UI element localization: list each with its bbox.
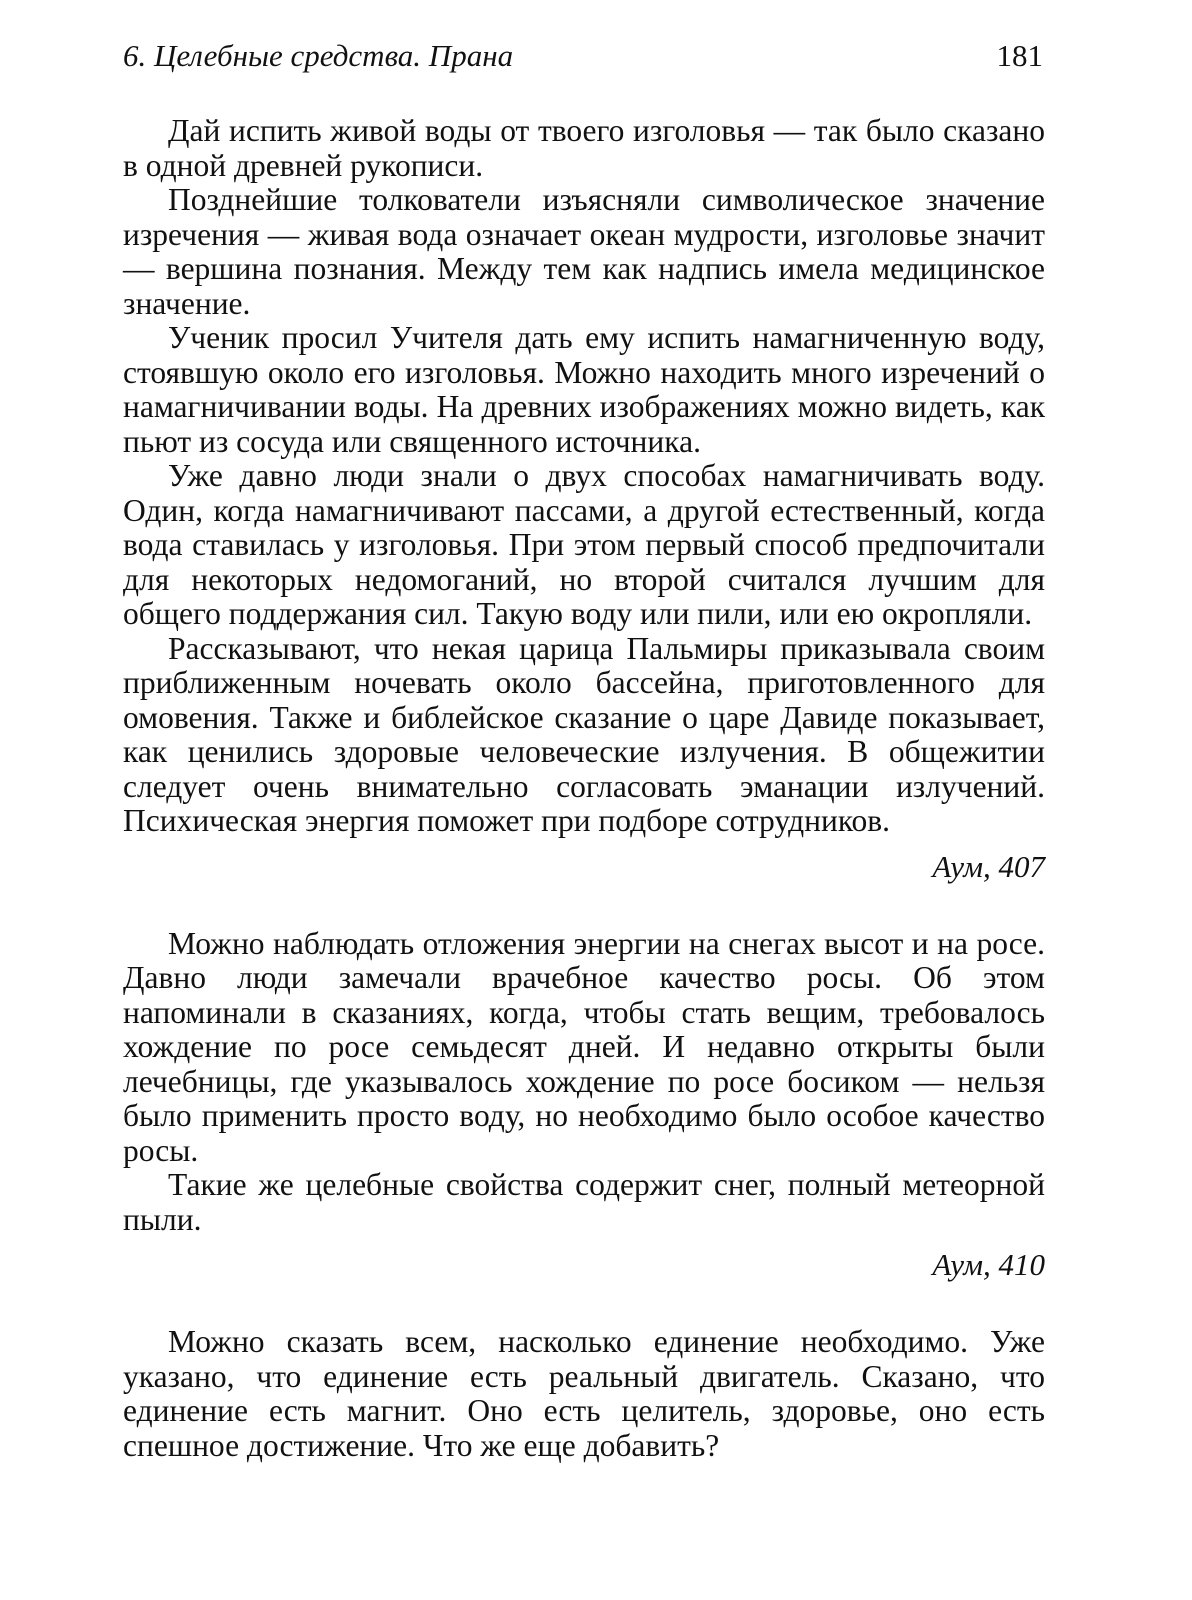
paragraph: Позднейшие толкователи изъясняли символическое значение изречения — живая вода означает океан мудрости, изголовье значит — вершина познания. Между тем как надпись имела медицинское значение. <box>123 182 1045 321</box>
section-title: 6. Целебные средства. Прана <box>123 38 514 73</box>
page-number: 181 <box>996 38 1043 73</box>
source-citation: Аум, 410 <box>932 1247 1045 1282</box>
passage-aum-407 <box>123 114 1045 885</box>
paragraph: Рассказывают, что некая царица Пальмиры приказывала своим приближенным ночевать около бассейна, приготовленного для омовения. Также и библейское сказание о царе Давиде показывает, как ценились здоровые человеческие излучения. В общежитии следует очень внимательно согласовать эманации излучений. Психическая энергия поможет при подборе сотрудников. <box>123 630 1045 838</box>
book-page <box>123 36 1045 1463</box>
paragraph: Можно сказать всем, насколько единение необходимо. Уже указано, что единение есть реальный двигатель. Сказано, что единение есть магнит. Оно есть целитель, здоровье, оно есть спешное достижение. Что же еще добавить? <box>123 1324 1045 1463</box>
passage-unity <box>123 1325 1045 1463</box>
paragraph: Дай испить живой воды от твоего изголовья — так было сказано в одной древней рукописи. <box>123 113 1045 183</box>
paragraph: Уже давно люди знали о двух способах намагничивать воду. Один, когда намагничивают пассами, а другой естественный, когда вода ставилась у изголовья. При этом первый способ предпочитали для некоторых недомоганий, но второй считался лучшим для общего поддержания сил. Такую воду или пили, или ею окропляли. <box>123 458 1045 631</box>
running-header <box>123 36 1045 86</box>
paragraph: Ученик просил Учителя дать ему испить намагниченную воду, стоявшую около его изголовья. Можно находить много изречений о намагничивании воды. На древних изображениях можно видеть, как пьют из сосуда или священного источника. <box>123 320 1045 459</box>
passage-aum-410 <box>123 927 1045 1284</box>
paragraph: Можно наблюдать отложения энергии на снегах высот и на росе. Давно люди замечали врачебное качество росы. Об этом напоминали в сказаниях, когда, чтобы стать вещим, требовалось хождение по росе семьдесят дней. И недавно открыты были лечебницы, где указывалось хождение по росе босиком — нельзя было применить просто воду, но необходимо было особое качество росы. <box>123 925 1045 1168</box>
source-citation: Аум, 407 <box>932 848 1045 884</box>
paragraph: Такие же целебные свойства содержит снег, полный метеорной пыли. <box>123 1167 1045 1237</box>
